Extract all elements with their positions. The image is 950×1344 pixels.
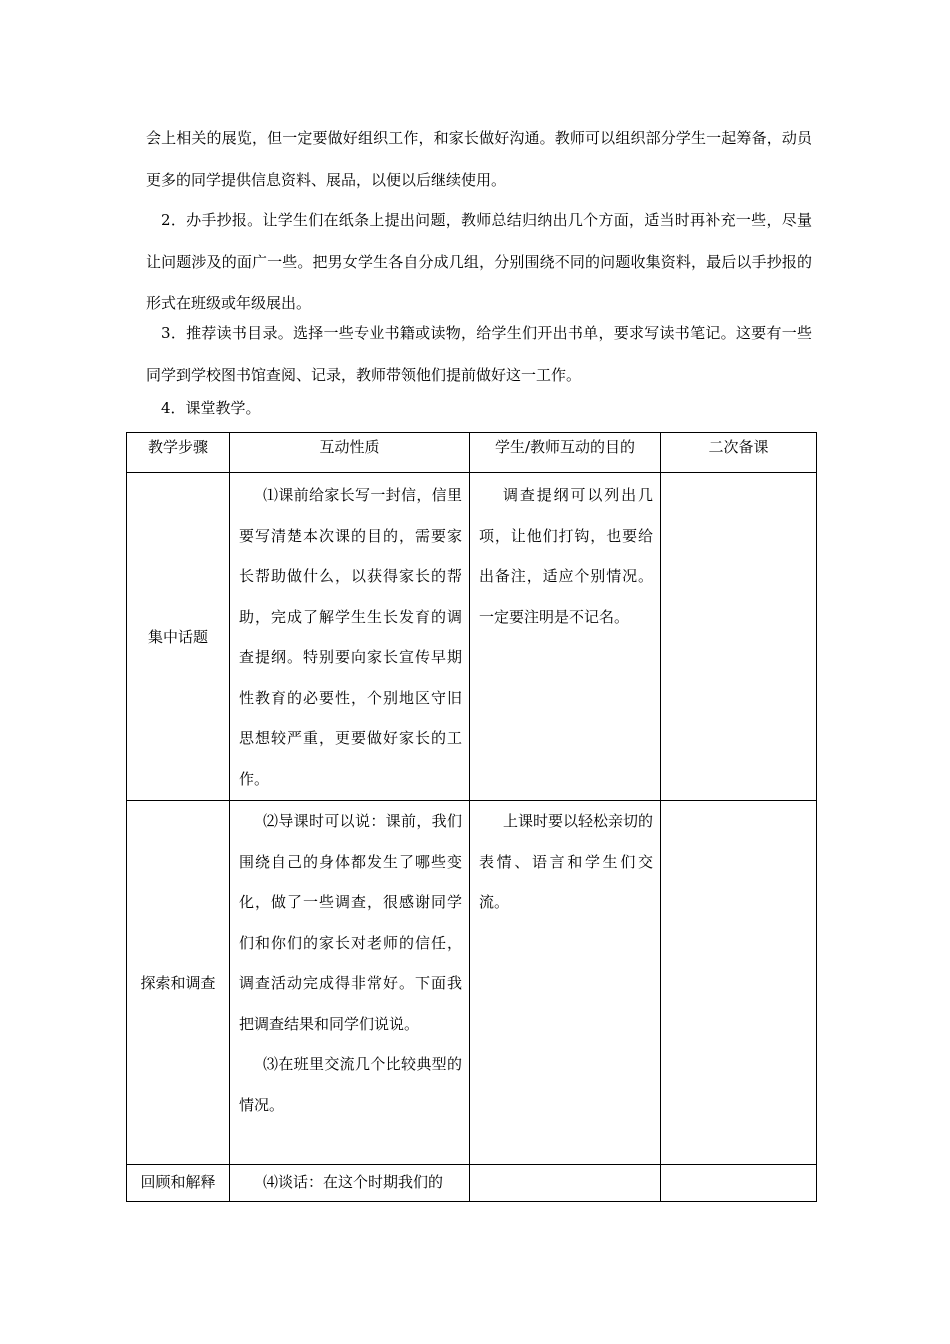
purpose-cell [470, 473, 661, 801]
paragraph-exhibition: 会上相关的展览，但一定要做好组织工作，和家长做好沟通。教师可以组织部分学生一起筹备，动员更多的同学提供信息资料、展品，以便以后继续使用。 [146, 129, 812, 189]
paragraph-handwritten-newspaper: 2．办手抄报。让学生们在纸条上提出问题，教师总结归纳出几个方面，适当时再补充一些，尽量让问题涉及的面广一些。把男女学生各自分成几组，分别围绕不同的问题收集资料，最后以手抄报的形式在班级或年级展出。 [146, 211, 812, 312]
header-interaction-purpose: 学生/教师互动的目的 [470, 433, 661, 473]
header-teaching-step: 教学步骤 [127, 433, 230, 473]
interaction-text: ⑴课前给家长写一封信，信里要写清楚本次课的目的，需要家长帮助做什么，以获得家长的帮助，完成了解学生生长发育的调查提纲。特别要向家长宣传早期性教育的必要性，个别地区守旧思想较严重，更要做好家长的工作。 [239, 486, 462, 788]
header-interaction-nature: 互动性质 [230, 433, 470, 473]
purpose-text: 调查提纲可以列出几项，让他们打钩，也要给出备注，适应个别情况。一定要注明是不记名。 [479, 486, 653, 626]
table-row [127, 1165, 817, 1202]
interaction-cell [230, 473, 470, 801]
notes-cell [661, 473, 817, 801]
purpose-cell [470, 1165, 661, 1202]
interaction-text: ⑶在班里交流几个比较典型的情况。 [239, 1055, 462, 1114]
notes-cell [661, 1165, 817, 1202]
table-header-row [127, 433, 817, 473]
teaching-steps-table [126, 432, 817, 1202]
header-second-preparation: 二次备课 [661, 433, 817, 473]
paragraph-reading-list: 3．推荐读书目录。选择一些专业书籍或读物，给学生们开出书单，要求写读书笔记。这要有一些同学到学校图书馆查阅、记录，教师带领他们提前做好这一工作。 [146, 324, 812, 384]
purpose-text: 上课时要以轻松亲切的表情、语言和学生们交流。 [479, 812, 654, 911]
interaction-cell [230, 801, 470, 1165]
step-cell: 回顾和解释 [127, 1165, 230, 1202]
interaction-cell [230, 1165, 470, 1202]
notes-cell [661, 801, 817, 1165]
table-row [127, 473, 817, 801]
paragraph-classroom-teaching: 4．课堂教学。 [161, 399, 261, 417]
step-cell: 探索和调查 [127, 801, 230, 1165]
interaction-text: ⑷谈话：在这个时期我们的 [263, 1173, 444, 1191]
purpose-cell [470, 801, 661, 1165]
step-cell: 集中话题 [127, 473, 230, 801]
table-row [127, 801, 817, 1165]
interaction-text: ⑵导课时可以说：课前，我们围绕自己的身体都发生了哪些变化，做了一些调查，很感谢同学们和你们的家长对老师的信任，调查活动完成得非常好。下面我把调查结果和同学们说说。 [239, 812, 462, 1033]
